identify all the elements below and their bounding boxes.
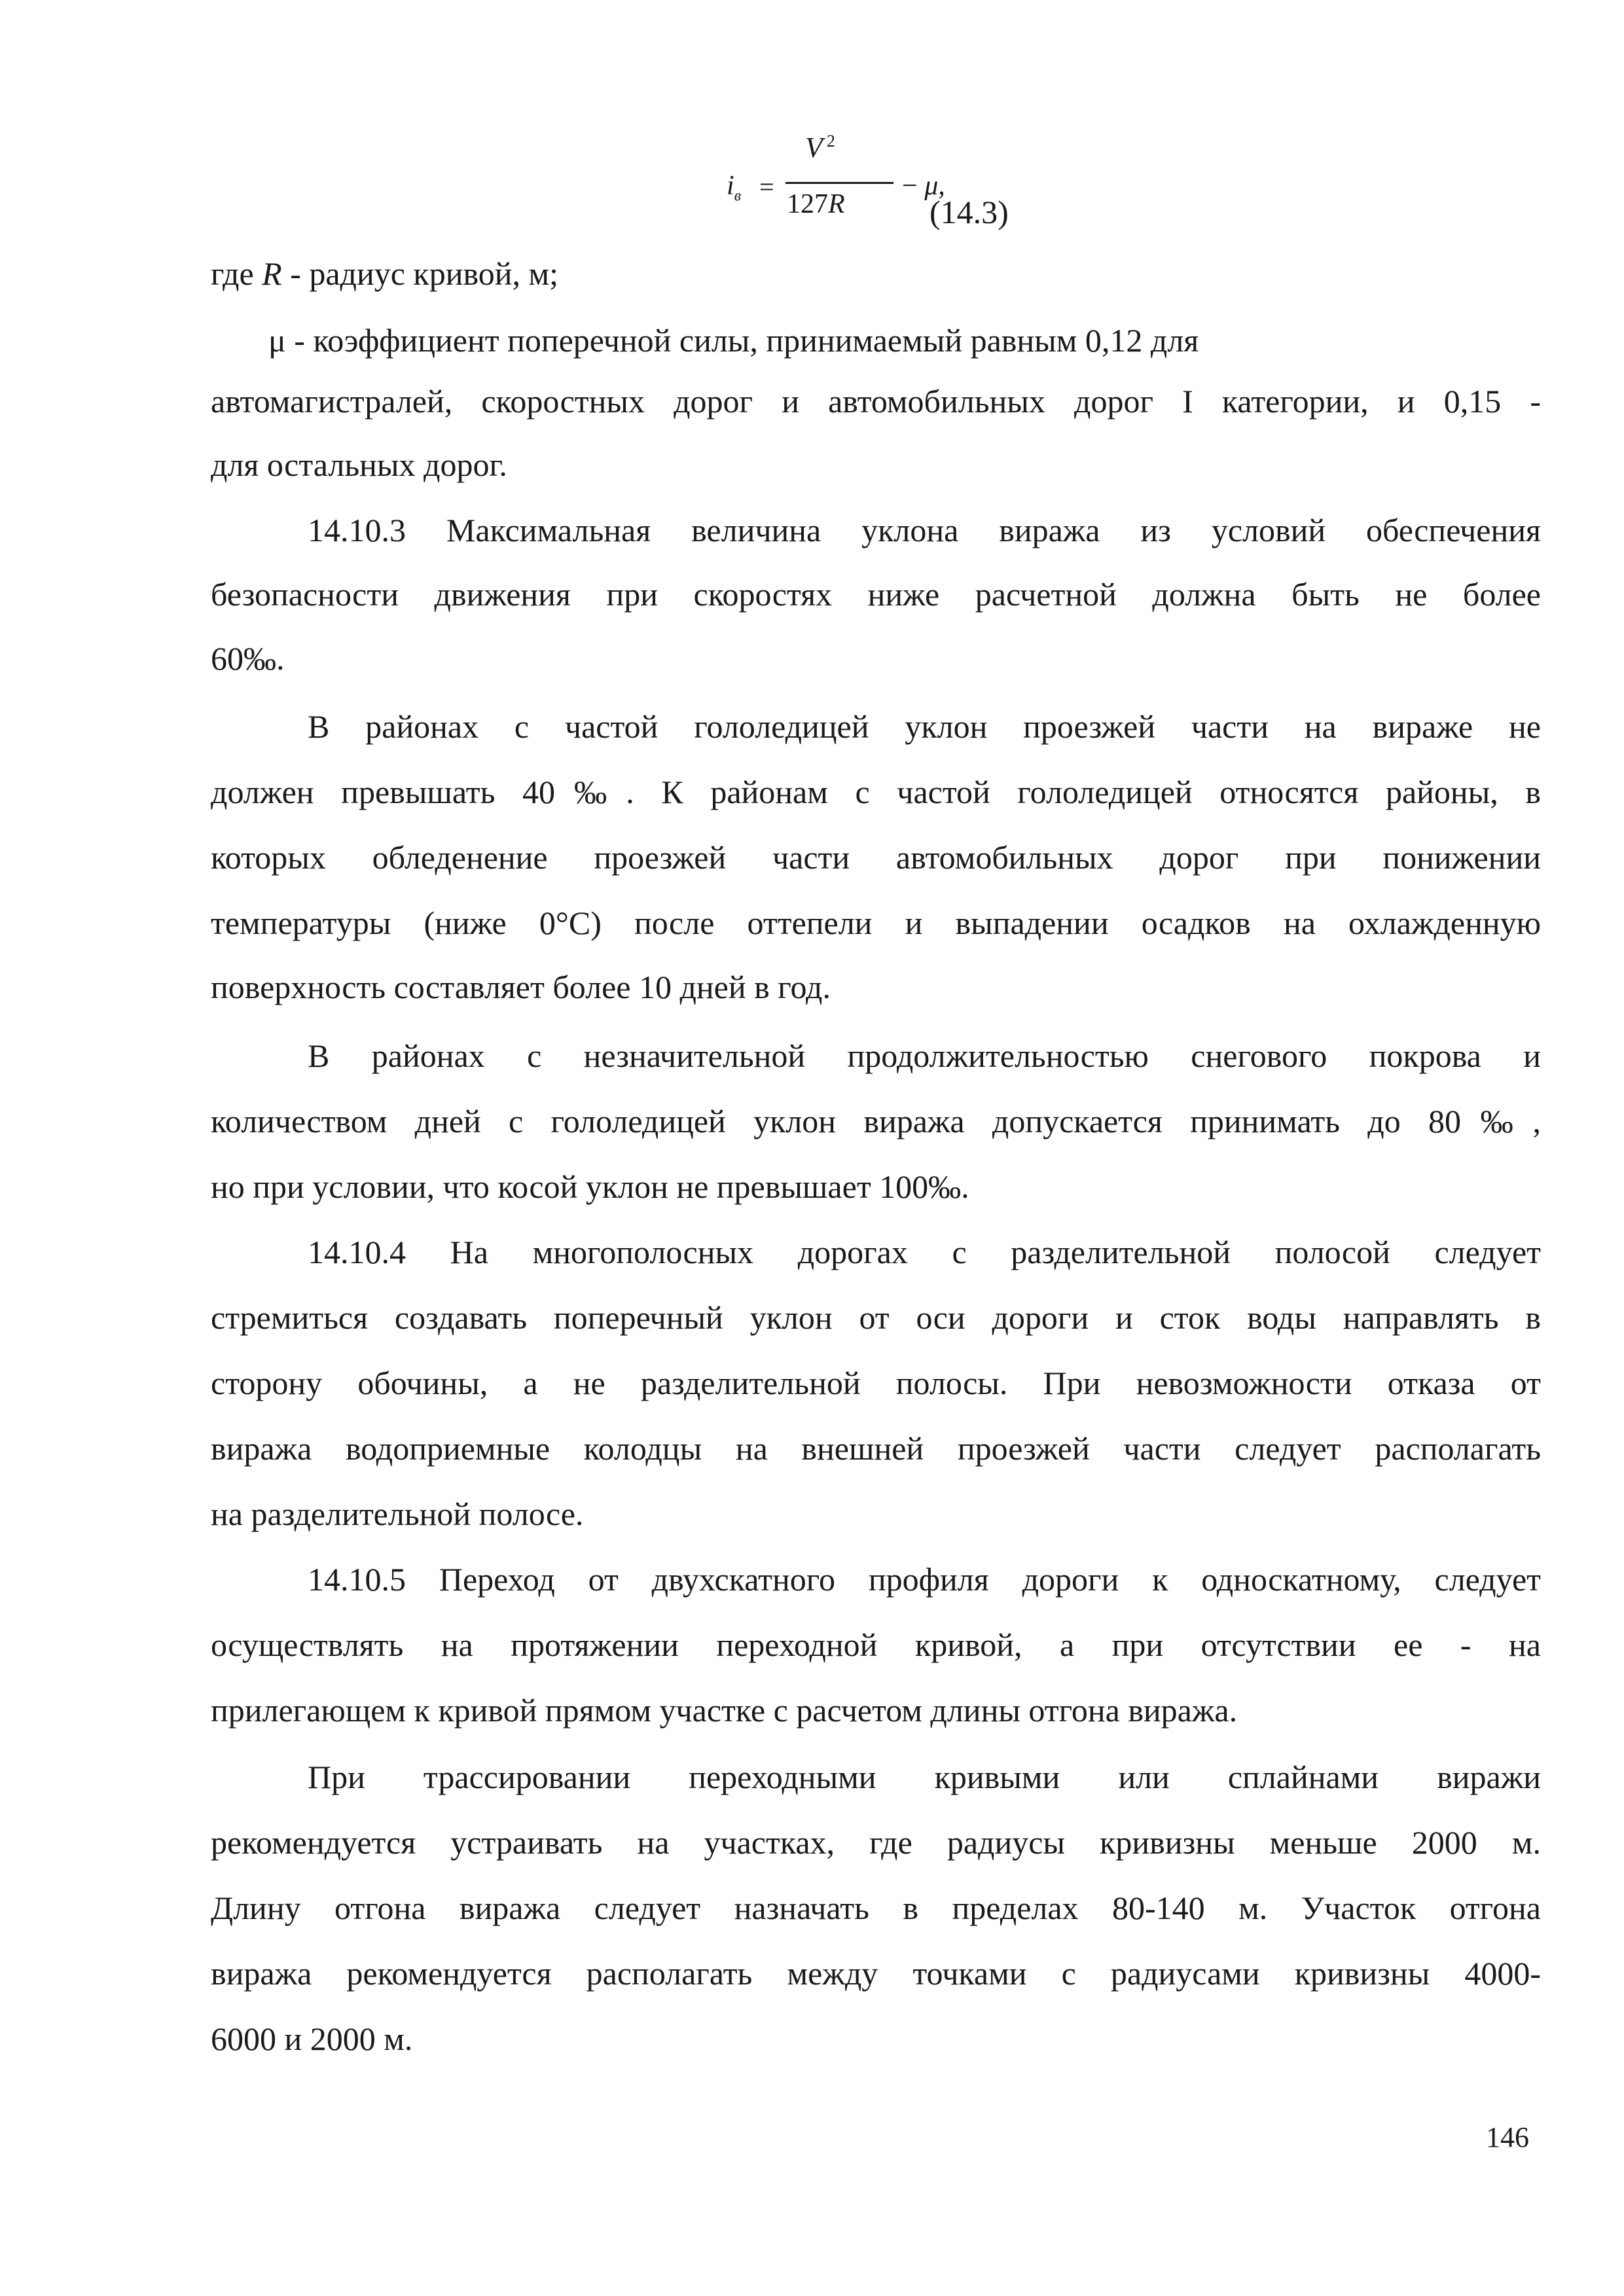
formula-equals: =	[759, 172, 774, 202]
text-line-21: 14.10.5 Переход от двухскатного профиля дороги к односкатному, следует	[308, 1561, 1541, 1598]
text-line-23: прилегающем к кривой прямом участке с расчетом длины отгона виража.	[211, 1692, 1238, 1729]
text-line-15: но при условии, что косой уклон не превышает 100‰.	[211, 1168, 969, 1205]
text-line-16: 14.10.4 На многополосных дорогах с разделительной полосой следует	[308, 1234, 1541, 1270]
text-line-25: рекомендуется устраивать на участках, где радиусы кривизны меньше 2000 м.	[211, 1824, 1541, 1861]
text-line-4: для остальных дорог.	[211, 446, 507, 483]
text-line-11: температуры (ниже 0°С) после оттепели и выпадении осадков на охлажденную	[211, 905, 1541, 941]
text-line-26: Длину отгона виража следует назначать в пределах 80-140 м. Участок отгона	[211, 1890, 1541, 1926]
text-line-19: виража водоприемные колодцы на внешней проезжей части следует располагать	[211, 1430, 1541, 1467]
formula-lhs: $i_в$	[727, 171, 742, 205]
text-line-10: которых обледенение проезжей части автомобильных дорог при понижении	[211, 839, 1541, 876]
text-line-24: При трассировании переходными кривыми или сплайнами виражи	[308, 1759, 1541, 1795]
text-line-20: на разделительной полосе.	[211, 1496, 584, 1532]
formula-denominator: 127R	[787, 189, 845, 219]
formula-14-3	[713, 131, 1054, 249]
fraction-bar	[785, 182, 893, 184]
text-line-14: количеством дней с гололедицей уклон виража допускается принимать до 80‰,	[211, 1103, 1541, 1139]
page-number: 146	[1486, 2121, 1529, 2153]
formula-number: (14.3)	[929, 194, 1009, 230]
text-line-9: должен превышать 40‰. К районам с частой гололедицей относятся районы, в	[211, 774, 1541, 810]
text-line-17: стремиться создавать поперечный уклон от оси дороги и сток воды направлять в	[211, 1299, 1541, 1336]
text-line-27: виража рекомендуется располагать между точками с радиусами кривизны 4000-	[211, 1955, 1541, 1992]
text-line-28: 6000 и 2000 м.	[211, 2020, 413, 2057]
text-line-6: безопасности движения при скоростях ниже расчетной должна быть не более	[211, 576, 1541, 613]
text-line-3: автомагистралей, скоростных дорог и автомобильных дорог I категории, и 0,15 -	[211, 383, 1541, 420]
text-line-22: осуществлять на протяжении переходной кривой, а при отсутствии ее - на	[211, 1626, 1541, 1663]
text-line-18: сторону обочины, а не разделительной полосы. При невозможности отказа от	[211, 1365, 1541, 1401]
text-line-12: поверхность составляет более 10 дней в год.	[211, 969, 831, 1005]
formula-rest: − μ,	[902, 171, 945, 201]
formula-numerator: V $^2$	[805, 132, 835, 164]
text-line-7: 60‰.	[211, 640, 285, 677]
text-line-5: 14.10.3 Максимальная величина уклона виража из условий обеспечения	[308, 512, 1541, 548]
text-line-1: где R - радиус кривой, м;	[211, 255, 559, 292]
text-line-2: μ - коэффициент поперечной силы, принимаемый равным 0,12 для	[268, 322, 1199, 359]
text-line-8: В районах с частой гололедицей уклон проезжей части на вираже не	[308, 708, 1541, 745]
text-line-13: В районах с незначительной продолжительностью снегового покрова и	[308, 1037, 1541, 1074]
